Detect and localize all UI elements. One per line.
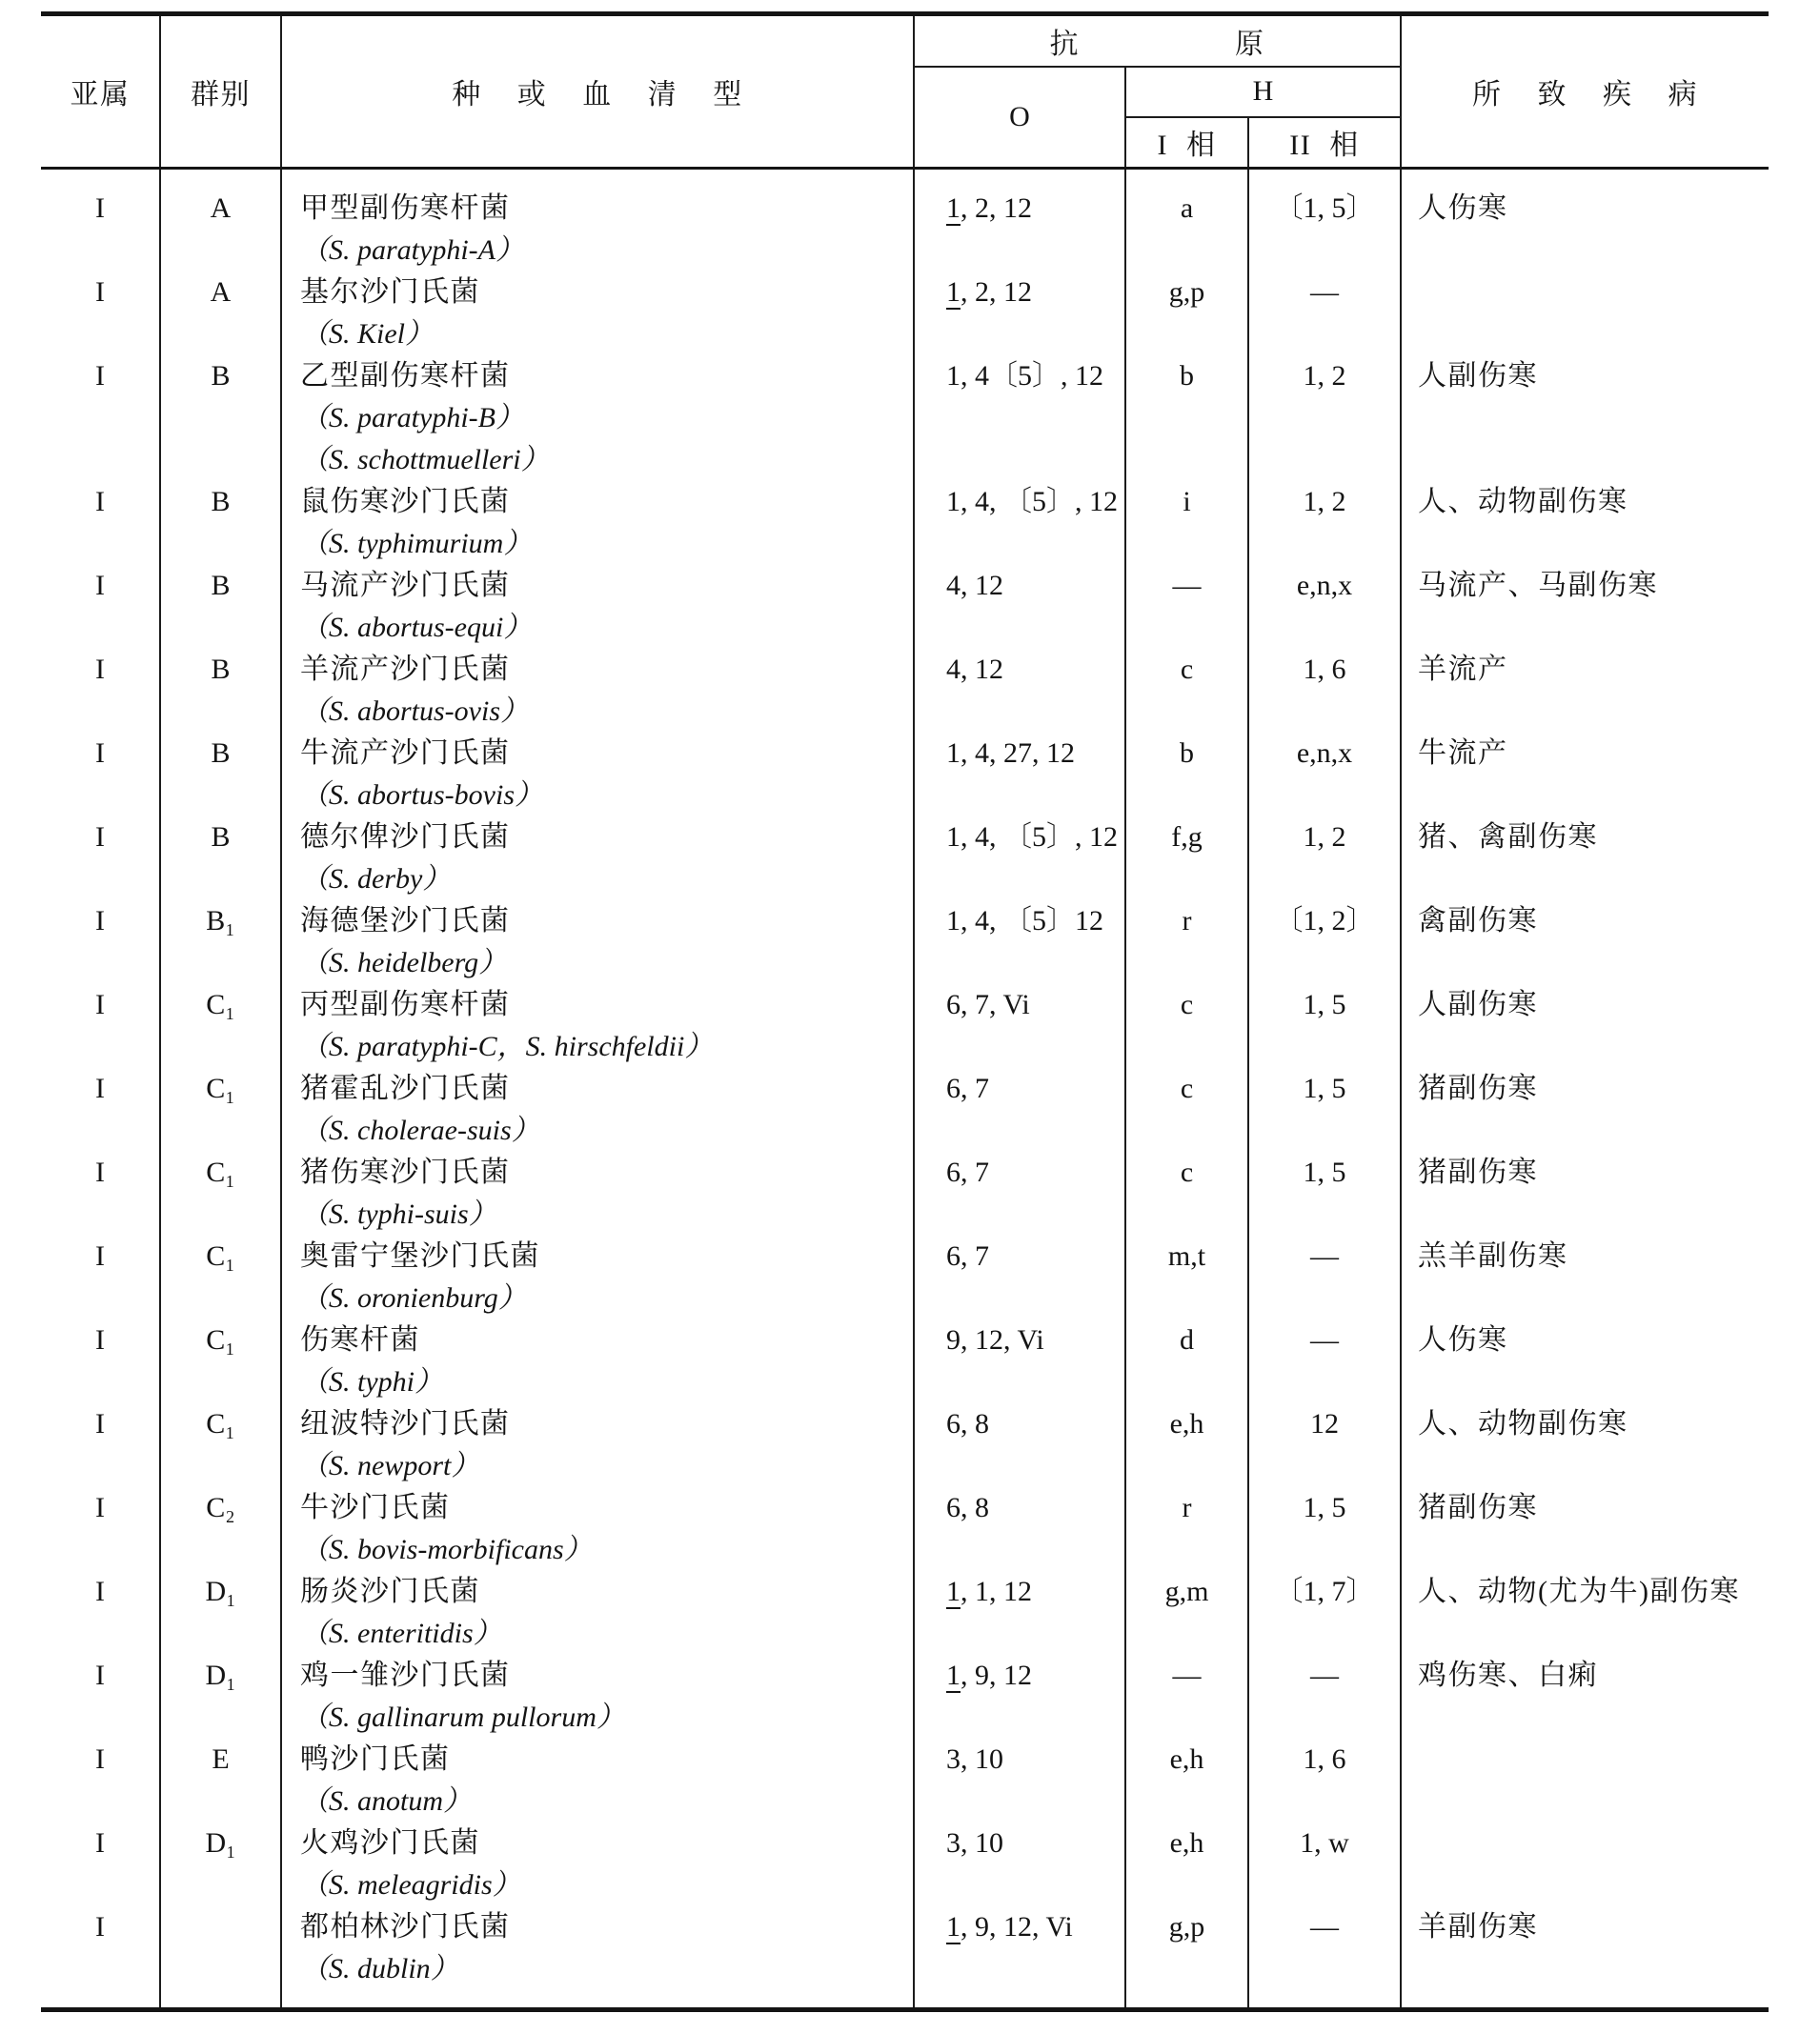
cell-group: C₁	[160, 1068, 281, 1152]
cell-disease: 人副伤寒	[1418, 360, 1538, 392]
o-antigen-value: , 2, 12	[961, 192, 1032, 224]
cell-disease: 羊副伤寒	[1418, 1911, 1538, 1943]
species-name-latin: （S. heidelberg）	[300, 947, 508, 978]
cell-disease: 人、动物副伤寒	[1418, 486, 1628, 517]
species-name-cn: 海德堡沙门氏菌	[300, 905, 511, 936]
cell-h-phase2: 12	[1248, 1403, 1401, 1487]
species-name-latin: （S. cholerae-suis）	[300, 1115, 540, 1146]
cell-subgenus: I	[41, 565, 160, 649]
cell-group: C₁	[160, 1236, 281, 1319]
cell-group: A	[160, 272, 281, 355]
o-antigen-value: 1, 4, 27, 12	[946, 737, 1075, 769]
cell-group: B	[160, 565, 281, 649]
cell-h-phase2: 1, 2	[1248, 355, 1401, 481]
cell-disease: 羔羊副伤寒	[1418, 1240, 1568, 1272]
cell-h-phase2: 1, 6	[1248, 1739, 1401, 1823]
cell-group: C₁	[160, 1152, 281, 1236]
cell-disease: 人伤寒	[1418, 192, 1508, 224]
species-name-latin: （S. paratyphi-C，S. hirschfeldii）	[300, 1031, 714, 1062]
cell-o-antigen	[914, 169, 1125, 272]
cell-h-phase2: 〔1, 2〕	[1248, 900, 1401, 984]
cell-subgenus: I	[41, 733, 160, 816]
cell-subgenus: I	[41, 649, 160, 733]
table-row	[41, 481, 1769, 565]
cell-disease: 马流产、马副伤寒	[1418, 570, 1658, 601]
o-antigen-value: , 2, 12	[961, 276, 1032, 308]
table-row	[41, 272, 1769, 355]
cell-h-phase2: —	[1248, 272, 1401, 355]
cell-o-antigen	[914, 733, 1125, 816]
header-disease	[1401, 14, 1769, 169]
cell-h-phase2: 1, 2	[1248, 481, 1401, 565]
o-antigen-value: 6, 8	[946, 1408, 989, 1440]
cell-o-antigen	[914, 1906, 1125, 2010]
cell-species	[281, 272, 914, 355]
cell-o-antigen	[914, 649, 1125, 733]
cell-h-phase1: b	[1125, 355, 1248, 481]
o-antigen-value: 6, 7, Vi	[946, 989, 1030, 1020]
cell-group: C₂	[160, 1487, 281, 1571]
species-name-cn: 奥雷宁堡沙门氏菌	[300, 1240, 540, 1272]
table-row	[41, 1152, 1769, 1236]
cell-species	[281, 1655, 914, 1739]
cell-disease: 人、动物(尤为牛)副伤寒	[1418, 1576, 1740, 1607]
o-antigen-value: , 9, 12	[961, 1660, 1032, 1691]
table-row	[41, 1571, 1769, 1655]
cell-group: C₁	[160, 1403, 281, 1487]
header-h-antigen	[1125, 67, 1401, 117]
cell-species	[281, 1487, 914, 1571]
cell-h-phase2: e,n,x	[1248, 733, 1401, 816]
species-name-latin: （S. dublin）	[300, 1953, 459, 1984]
cell-o-antigen	[914, 355, 1125, 481]
species-name-cn: 羊流产沙门氏菌	[300, 654, 511, 685]
table-row	[41, 169, 1769, 272]
o-antigen-underlined: 1	[946, 276, 961, 308]
cell-species	[281, 649, 914, 733]
cell-h-phase2: 〔1, 7〕	[1248, 1571, 1401, 1655]
species-name-latin: （S. schottmuelleri）	[300, 444, 550, 475]
cell-subgenus: I	[41, 1906, 160, 2010]
species-name-cn: 鸡一雏沙门氏菌	[300, 1660, 511, 1691]
table-row	[41, 984, 1769, 1068]
cell-subgenus: I	[41, 355, 160, 481]
cell-disease: 人副伤寒	[1418, 989, 1538, 1020]
cell-group: B	[160, 733, 281, 816]
cell-disease: 猪、禽副伤寒	[1418, 821, 1598, 853]
species-name-cn: 甲型副伤寒杆菌	[300, 192, 511, 224]
cell-h-phase2: 〔1, 5〕	[1248, 169, 1401, 272]
cell-h-phase2: 1, 5	[1248, 1152, 1401, 1236]
cell-species	[281, 1236, 914, 1319]
cell-disease: 猪副伤寒	[1418, 1073, 1538, 1104]
table-body	[41, 169, 1769, 2010]
o-antigen-value: 1, 4〔5〕, 12	[946, 360, 1103, 392]
cell-group: D₁	[160, 1571, 281, 1655]
o-antigen-value: 1, 4, 〔5〕, 12	[946, 821, 1118, 853]
cell-subgenus: I	[41, 1487, 160, 1571]
o-antigen-value: 3, 10	[946, 1827, 1003, 1859]
table-row	[41, 355, 1769, 481]
o-antigen-value: 6, 7	[946, 1240, 989, 1272]
cell-group	[160, 1906, 281, 2010]
cell-disease: 禽副伤寒	[1418, 905, 1538, 936]
header-group-label: 群别	[191, 79, 251, 111]
cell-disease: 鸡伤寒、白痢	[1418, 1660, 1598, 1691]
cell-species	[281, 1403, 914, 1487]
cell-group: B	[160, 355, 281, 481]
cell-group: C₁	[160, 1319, 281, 1403]
species-name-latin: （S. paratyphi-A）	[300, 234, 524, 266]
species-name-cn: 伤寒杆菌	[300, 1324, 420, 1356]
cell-h-phase2: 1, 6	[1248, 649, 1401, 733]
o-antigen-value: 3, 10	[946, 1743, 1003, 1775]
cell-h-phase1: e,h	[1125, 1403, 1248, 1487]
cell-subgenus: I	[41, 272, 160, 355]
cell-species	[281, 169, 914, 272]
cell-h-phase1: e,h	[1125, 1739, 1248, 1823]
cell-h-phase1: —	[1125, 565, 1248, 649]
cell-o-antigen	[914, 1403, 1125, 1487]
cell-o-antigen	[914, 1571, 1125, 1655]
o-antigen-underlined: 1	[946, 1911, 961, 1943]
species-name-latin: （S. abortus-bovis）	[300, 779, 543, 811]
cell-h-phase2: —	[1248, 1236, 1401, 1319]
cell-o-antigen	[914, 272, 1125, 355]
cell-group: D₁	[160, 1823, 281, 1906]
o-antigen-value: 6, 7	[946, 1157, 989, 1188]
cell-h-phase2: —	[1248, 1655, 1401, 1739]
cell-subgenus: I	[41, 984, 160, 1068]
cell-species	[281, 1739, 914, 1823]
o-antigen-underlined: 1	[946, 192, 961, 224]
cell-disease: 人伤寒	[1418, 1324, 1508, 1356]
cell-group: B	[160, 649, 281, 733]
cell-subgenus: I	[41, 816, 160, 900]
cell-h-phase1: —	[1125, 1655, 1248, 1739]
cell-h-phase1: g,m	[1125, 1571, 1248, 1655]
table-row	[41, 816, 1769, 900]
cell-species	[281, 1906, 914, 2010]
cell-o-antigen	[914, 1152, 1125, 1236]
species-name-cn: 猪伤寒沙门氏菌	[300, 1157, 511, 1188]
species-name-latin: （S. paratyphi-B）	[300, 402, 524, 433]
o-antigen-value: 1, 4, 〔5〕, 12	[946, 486, 1118, 517]
header-species	[281, 14, 914, 169]
cell-species	[281, 1152, 914, 1236]
cell-species	[281, 900, 914, 984]
cell-subgenus: I	[41, 1152, 160, 1236]
cell-h-phase2: —	[1248, 1906, 1401, 2010]
cell-group: B	[160, 481, 281, 565]
header-h-phase2-label: II 相	[1289, 130, 1360, 162]
cell-species	[281, 1068, 914, 1152]
species-name-cn: 丙型副伤寒杆菌	[300, 989, 511, 1020]
cell-species	[281, 355, 914, 481]
o-antigen-value: 6, 7	[946, 1073, 989, 1104]
species-name-latin: （S. abortus-ovis）	[300, 695, 529, 727]
o-antigen-value: 4, 12	[946, 654, 1003, 685]
o-antigen-value: 4, 12	[946, 570, 1003, 601]
table-row	[41, 1319, 1769, 1403]
header-group	[160, 14, 281, 169]
cell-group: A	[160, 169, 281, 272]
cell-h-phase1: c	[1125, 984, 1248, 1068]
o-antigen-underlined: 1	[946, 1660, 961, 1691]
cell-species	[281, 816, 914, 900]
table-row	[41, 1906, 1769, 2010]
species-name-latin: （S. derby）	[300, 863, 452, 895]
cell-h-phase1: e,h	[1125, 1823, 1248, 1906]
header-h-phase2	[1248, 117, 1401, 169]
cell-h-phase1: c	[1125, 1068, 1248, 1152]
table-row	[41, 565, 1769, 649]
cell-h-phase1: r	[1125, 900, 1248, 984]
species-name-cn: 肠炎沙门氏菌	[300, 1576, 480, 1607]
cell-disease: 人、动物副伤寒	[1418, 1408, 1628, 1440]
cell-h-phase2: 1, 2	[1248, 816, 1401, 900]
species-name-latin: （S. newport）	[300, 1450, 480, 1481]
species-name-cn: 乙型副伤寒杆菌	[300, 360, 511, 392]
table-row	[41, 1823, 1769, 1906]
o-antigen-underlined: 1	[946, 1576, 961, 1607]
cell-o-antigen	[914, 1655, 1125, 1739]
cell-h-phase1: i	[1125, 481, 1248, 565]
cell-subgenus: I	[41, 1655, 160, 1739]
species-name-latin: （S. meleagridis）	[300, 1869, 521, 1901]
table-row	[41, 1487, 1769, 1571]
table-row	[41, 1068, 1769, 1152]
cell-species	[281, 733, 914, 816]
cell-h-phase2: —	[1248, 1319, 1401, 1403]
cell-subgenus: I	[41, 900, 160, 984]
table-row	[41, 649, 1769, 733]
header-subgenus-label: 亚属	[70, 79, 131, 111]
header-o-antigen-label: O	[1009, 100, 1030, 132]
header-o-antigen	[914, 67, 1125, 169]
cell-species	[281, 984, 914, 1068]
species-name-latin: （S. anotum）	[300, 1785, 472, 1817]
cell-h-phase1: g,p	[1125, 272, 1248, 355]
cell-h-phase2: 1, 5	[1248, 1068, 1401, 1152]
cell-h-phase1: g,p	[1125, 1906, 1248, 2010]
cell-disease: 羊流产	[1418, 654, 1508, 685]
cell-subgenus: I	[41, 169, 160, 272]
cell-o-antigen	[914, 565, 1125, 649]
cell-disease: 猪副伤寒	[1418, 1492, 1538, 1523]
header-disease-label: 所 致 疾 病	[1472, 79, 1698, 111]
table-row	[41, 1236, 1769, 1319]
cell-disease: 猪副伤寒	[1418, 1157, 1538, 1188]
cell-subgenus: I	[41, 1068, 160, 1152]
cell-disease	[1401, 272, 1769, 355]
species-name-latin: （S. enteritidis）	[300, 1618, 502, 1649]
species-name-latin: （S. gallinarum pullorum）	[300, 1702, 625, 1733]
species-name-cn: 火鸡沙门氏菌	[300, 1827, 480, 1859]
species-name-cn: 鼠伤寒沙门氏菌	[300, 486, 511, 517]
species-name-latin: （S. typhi-suis）	[300, 1198, 497, 1230]
cell-species	[281, 1823, 914, 1906]
cell-subgenus: I	[41, 1823, 160, 1906]
table-row	[41, 1739, 1769, 1823]
cell-subgenus: I	[41, 1571, 160, 1655]
header-subgenus	[41, 14, 160, 169]
cell-h-phase1: r	[1125, 1487, 1248, 1571]
species-name-cn: 马流产沙门氏菌	[300, 570, 511, 601]
cell-h-phase2: e,n,x	[1248, 565, 1401, 649]
header-antigen	[914, 14, 1401, 67]
cell-disease: 牛流产	[1418, 737, 1508, 769]
cell-o-antigen	[914, 1319, 1125, 1403]
header-h-antigen-label: H	[1252, 75, 1274, 107]
cell-h-phase2: 1, 5	[1248, 984, 1401, 1068]
table-header	[41, 14, 1769, 169]
cell-subgenus: I	[41, 1319, 160, 1403]
cell-species	[281, 1319, 914, 1403]
table-row	[41, 1655, 1769, 1739]
table-row	[41, 900, 1769, 984]
cell-o-antigen	[914, 984, 1125, 1068]
cell-h-phase1: c	[1125, 1152, 1248, 1236]
cell-disease	[1401, 1739, 1769, 1823]
o-antigen-value: 1, 4, 〔5〕12	[946, 905, 1103, 936]
cell-h-phase1: c	[1125, 649, 1248, 733]
species-name-latin: （S. abortus-equi）	[300, 612, 533, 643]
cell-subgenus: I	[41, 1403, 160, 1487]
species-name-cn: 都柏林沙门氏菌	[300, 1911, 511, 1943]
species-name-cn: 德尔俾沙门氏菌	[300, 821, 511, 853]
species-name-cn: 纽波特沙门氏菌	[300, 1408, 511, 1440]
cell-h-phase1: b	[1125, 733, 1248, 816]
cell-group: B₁	[160, 900, 281, 984]
species-name-cn: 猪霍乱沙门氏菌	[300, 1073, 511, 1104]
cell-o-antigen	[914, 481, 1125, 565]
species-name-latin: （S. oronienburg）	[300, 1282, 527, 1314]
cell-group: D₁	[160, 1655, 281, 1739]
o-antigen-value: , 1, 12	[961, 1576, 1032, 1607]
salmonella-antigen-table	[41, 11, 1769, 2012]
cell-group: B	[160, 816, 281, 900]
cell-h-phase1: d	[1125, 1319, 1248, 1403]
cell-h-phase1: f,g	[1125, 816, 1248, 900]
cell-o-antigen	[914, 1068, 1125, 1152]
species-name-cn: 鸭沙门氏菌	[300, 1743, 451, 1775]
cell-h-phase2: 1, w	[1248, 1823, 1401, 1906]
header-species-label: 种 或 血 清 型	[452, 79, 743, 111]
species-name-latin: （S. typhimurium）	[300, 528, 533, 559]
cell-o-antigen	[914, 1739, 1125, 1823]
cell-h-phase1: m,t	[1125, 1236, 1248, 1319]
species-name-cn: 牛流产沙门氏菌	[300, 737, 511, 769]
table-row	[41, 733, 1769, 816]
cell-o-antigen	[914, 1236, 1125, 1319]
o-antigen-value: 9, 12, Vi	[946, 1324, 1044, 1356]
header-antigen-label: 抗 原	[1049, 28, 1265, 60]
header-h-phase1-label: I 相	[1157, 130, 1217, 162]
cell-o-antigen	[914, 1823, 1125, 1906]
cell-disease	[1401, 1823, 1769, 1906]
species-name-latin: （S. Kiel）	[300, 318, 434, 350]
cell-species	[281, 1571, 914, 1655]
cell-subgenus: I	[41, 481, 160, 565]
cell-h-phase1: a	[1125, 169, 1248, 272]
cell-subgenus: I	[41, 1236, 160, 1319]
cell-subgenus: I	[41, 1739, 160, 1823]
species-name-latin: （S. bovis-morbificans）	[300, 1534, 593, 1565]
species-name-cn: 基尔沙门氏菌	[300, 276, 480, 308]
cell-o-antigen	[914, 1487, 1125, 1571]
cell-group: E	[160, 1739, 281, 1823]
cell-species	[281, 565, 914, 649]
species-name-cn: 牛沙门氏菌	[300, 1492, 451, 1523]
species-name-latin: （S. typhi）	[300, 1366, 443, 1398]
cell-species	[281, 481, 914, 565]
cell-o-antigen	[914, 900, 1125, 984]
o-antigen-value: , 9, 12, Vi	[961, 1911, 1073, 1943]
table-row	[41, 1403, 1769, 1487]
cell-h-phase2: 1, 5	[1248, 1487, 1401, 1571]
cell-group: C₁	[160, 984, 281, 1068]
header-h-phase1	[1125, 117, 1248, 169]
o-antigen-value: 6, 8	[946, 1492, 989, 1523]
cell-o-antigen	[914, 816, 1125, 900]
